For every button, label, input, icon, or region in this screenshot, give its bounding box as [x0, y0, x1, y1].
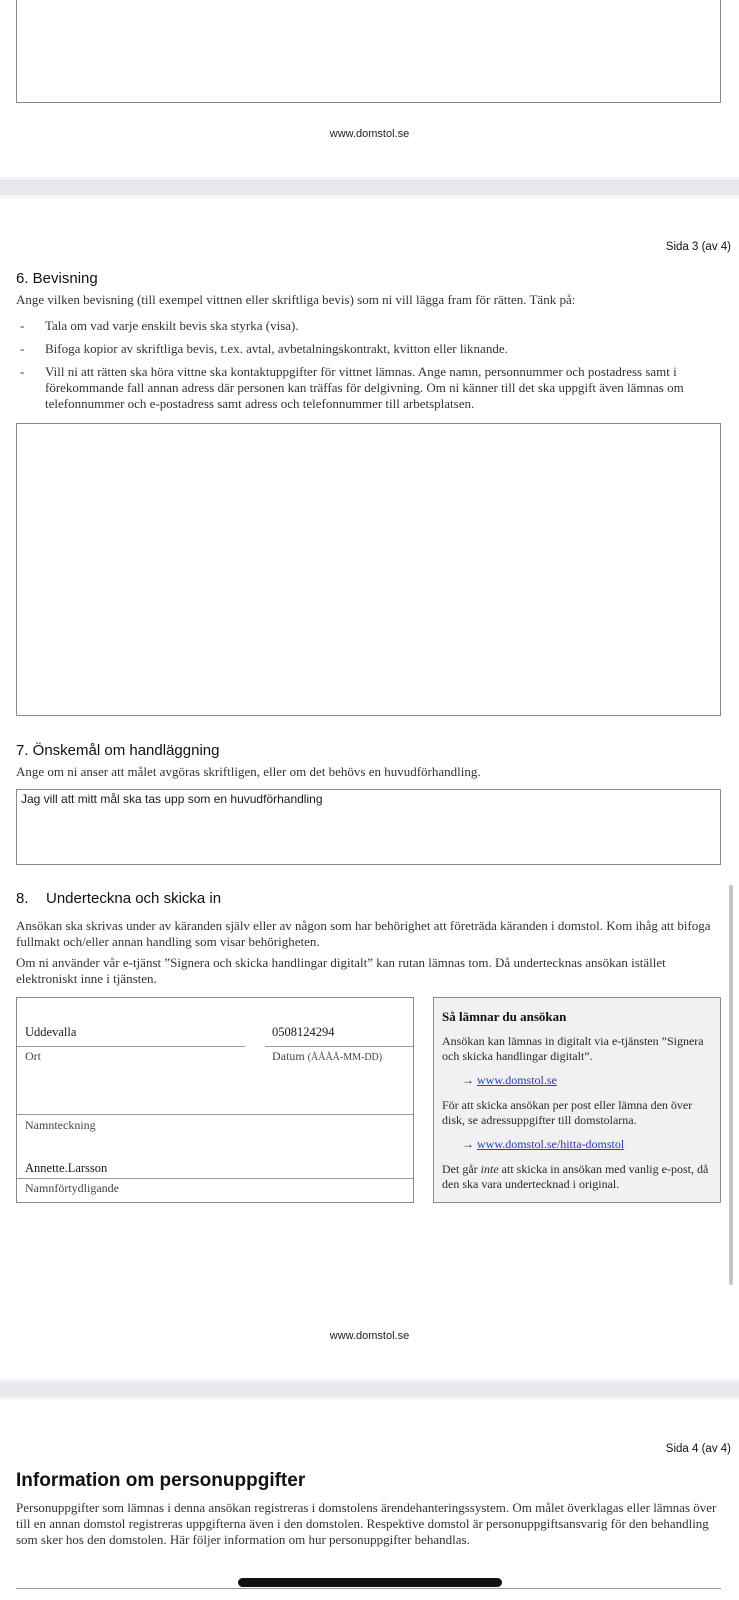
date-line: [265, 1046, 413, 1047]
info-text-email-b: att skicka in ansökan med vanlig e-post, då den ska vara undertecknad i original.: [442, 1162, 709, 1191]
info-link-row: [462, 1073, 557, 1088]
section6-bullet: [20, 318, 720, 334]
domstol-link[interactable]: www.domstol.se: [477, 1073, 557, 1087]
signature-form: [16, 997, 414, 1203]
info-link-row: [462, 1137, 624, 1152]
page4-paragraph: Personuppgifter som lämnas i denna ansökan registreras i domstolens ärendehanteringssystem. Om målet överklagas eller lämnas över till en annan domstol registreras uppgifterna även i den domstolen. Respektive domstol är personuppgiftsansvarig för den behandling som sker hos den domstolen. Här följer information om hur personuppgifter behandlas.: [16, 1500, 717, 1547]
scrollbar[interactable]: [729, 885, 733, 1285]
info-text-post: För att skicka ansökan per post eller lämna den över disk, se adressuppgifter till domstolarna.: [442, 1098, 693, 1127]
city-value[interactable]: Uddevalla: [25, 1025, 77, 1039]
section6-intro: Ange vilken bevisning (till exempel vittnen eller skriftliga bevis) som ni vill lägga fram för rätten. Tänk på:: [16, 292, 576, 307]
section8-number: 8.: [16, 890, 29, 907]
name-line: [17, 1178, 413, 1179]
bullet-dash: -: [20, 318, 25, 333]
signature-line: [17, 1114, 413, 1115]
evidence-text-box[interactable]: [16, 423, 721, 716]
city-label: Ort: [25, 1049, 41, 1063]
city-line: [17, 1046, 245, 1047]
date-value[interactable]: 0508124294: [272, 1025, 335, 1039]
page4-heading: Information om personuppgifter: [16, 1470, 306, 1491]
section6-heading: 6. Bevisning: [16, 270, 98, 287]
section6-bullet: [20, 341, 720, 357]
info-text-digital: Ansökan kan lämnas in digitalt via e-tjänsten ”Signera och skicka handlingar digitalt”.: [442, 1034, 704, 1063]
bullet-text: Vill ni att rätten ska höra vittne ska kontaktuppgifter för vittnet lämnas. Ange namn, personnummer och postadress samt i förekommande fall annan adress där personen kan träffas för delgivning. Om ni känner till det ska uppgift även lämnas om telefonnummer och e-postadress samt adress och telefonnummer till arbetsplatsen.: [45, 364, 684, 411]
page3-footer-url[interactable]: www.domstol.se: [329, 1330, 410, 1342]
section8-para2: Om ni använder vår e-tjänst ”Signera och skicka handlingar digitalt” kan rutan lämnas tom. Då undertecknas ansökan istället elektroniskt inne i tjänsten.: [16, 955, 666, 986]
bullet-text: Tala om vad varje enskilt bevis ska styrka (visa).: [45, 318, 299, 333]
arrow-right-icon: →: [462, 1073, 474, 1087]
info-text-email-a: Det går: [442, 1162, 478, 1176]
page3-page-number: Sida 3 (av 4): [665, 241, 731, 253]
page-separator: [0, 1379, 739, 1400]
page4-page-number: Sida 4 (av 4): [665, 1443, 731, 1455]
section6-bullet: [20, 364, 720, 412]
bullet-text: Bifoga kopior av skriftliga bevis, t.ex. avtal, avbetalningskontrakt, kvitton eller liknande.: [45, 341, 508, 356]
section7-intro: Ange om ni anser att målet avgöras skriftligen, eller om det behövs en huvudförhandling.: [16, 764, 481, 779]
section8-heading: Underteckna och skicka in: [46, 890, 222, 907]
page2-footer-url[interactable]: www.domstol.se: [329, 128, 410, 140]
date-format-hint: (ÅÅÅÅ-MM-DD): [307, 1052, 383, 1063]
home-indicator[interactable]: [238, 1578, 502, 1587]
bullet-dash: -: [20, 341, 25, 356]
section8-para1: Ansökan ska skrivas under av käranden själv eller av någon som har behörighet att företräda käranden i domstol. Kom ihåg att bifoga fullmakt och/eller annan handling som visar behörigheten.: [16, 918, 711, 949]
date-label-text: Datum: [272, 1049, 305, 1063]
date-label: [272, 1049, 382, 1064]
info-text-email-em: inte: [480, 1162, 499, 1176]
info-text-email: [442, 1162, 714, 1192]
info-title: Så lämnar du ansökan: [442, 1009, 567, 1024]
signature-label: Namnteckning: [25, 1118, 96, 1132]
bullet-dash: -: [20, 364, 25, 379]
page2-text-box[interactable]: [16, 0, 721, 103]
handling-answer: Jag vill att mitt mål ska tas upp som en huvudförhandling: [21, 792, 323, 806]
page4-rule: [16, 1588, 721, 1589]
submission-info-box: [433, 997, 721, 1203]
hitta-domstol-link[interactable]: www.domstol.se/hitta-domstol: [477, 1137, 625, 1151]
section7-heading: 7. Önskemål om handläggning: [16, 742, 220, 759]
name-label: Namnförtydligande: [25, 1181, 119, 1195]
page-separator: [0, 177, 739, 198]
arrow-right-icon: →: [462, 1137, 474, 1151]
name-value[interactable]: Annette.Larsson: [25, 1161, 108, 1175]
handling-text-box[interactable]: [16, 789, 721, 865]
